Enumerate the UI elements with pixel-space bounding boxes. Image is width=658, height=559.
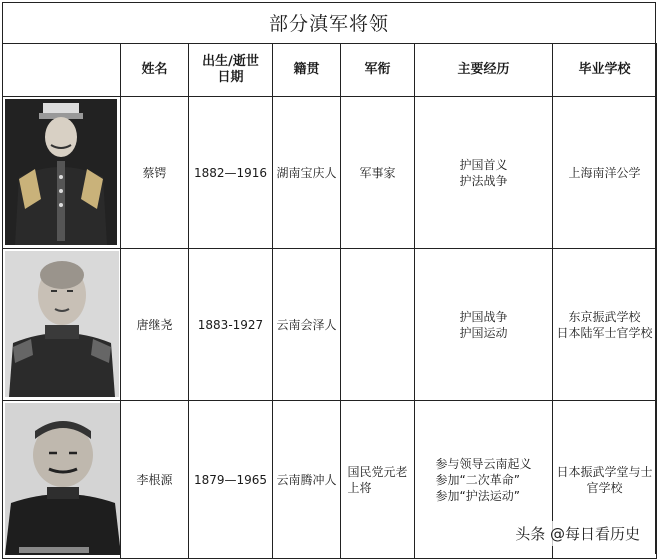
rank-cell: 国民党元老 上将 [341,401,415,559]
watermark: 头条 @每日看历史 [511,521,644,546]
generals-table [2,43,657,559]
name-cell: 蔡锷 [121,97,189,249]
origin-cell: 云南腾冲人 [273,401,341,559]
portrait-cell [3,249,121,401]
header-experience: 主要经历 [415,44,553,97]
portrait-image [5,403,121,555]
origin-cell: 云南会泽人 [273,249,341,401]
rank-cell: 军事家 [341,97,415,249]
header-row [3,44,657,97]
school-cell: 东京振武学校 日本陆军士官学校 [553,249,657,401]
header-rank: 军衔 [341,44,415,97]
page-title: 部分滇军将领 [2,2,656,44]
dates-cell: 1879—1965 [189,401,273,559]
origin-cell: 湖南宝庆人 [273,97,341,249]
name-cell: 唐继尧 [121,249,189,401]
header-dates: 出生/逝世 日期 [189,44,273,97]
portrait-image [5,251,119,397]
name-cell: 李根源 [121,401,189,559]
dates-cell: 1882—1916 [189,97,273,249]
experience-cell: 护国战争 护国运动 [415,249,553,401]
experience-cell: 护国首义 护法战争 [415,97,553,249]
table-row [3,97,657,249]
rank-cell [341,249,415,401]
dates-cell: 1883-1927 [189,249,273,401]
experience-cell: 参与领导云南起义 参加“二次革命” 参加“护法运动” [415,401,553,559]
table-row [3,249,657,401]
portrait-cell [3,97,121,249]
school-cell: 日本振武学堂与士 官学校 [553,401,657,559]
school-cell: 上海南洋公学 [553,97,657,249]
header-name: 姓名 [121,44,189,97]
header-photo [3,44,121,97]
header-origin: 籍贯 [273,44,341,97]
portrait-image [5,99,117,245]
header-school: 毕业学校 [553,44,657,97]
portrait-cell [3,401,121,559]
